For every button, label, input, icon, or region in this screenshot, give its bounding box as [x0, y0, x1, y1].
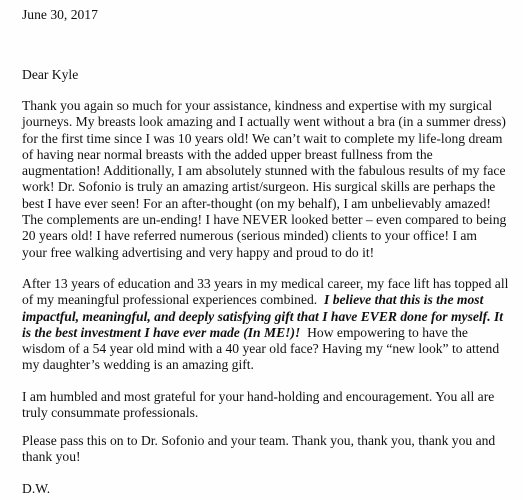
- paragraph-line: your free walking advertising and very happy and proud to do it!: [22, 244, 375, 260]
- paragraph-line: journeys. My breasts look amazing and I actually went without a bra (in a summer dress): [22, 114, 506, 130]
- paragraph-thanks: [22, 98, 522, 261]
- paragraph-line: After 13 years of education and 33 years in my medical career, my face lift has topped all: [22, 276, 509, 291]
- emphasis-text: is the best investment I have ever made (In ME!)!: [22, 324, 301, 340]
- paragraph-line: [22, 325, 522, 341]
- paragraph-line: my daughter’s wedding is an amazing gift.: [22, 357, 254, 373]
- paragraph-line: truly consummate professionals.: [22, 405, 199, 421]
- paragraph-line: of having near normal breasts with the added upper breast fullness from the: [22, 146, 433, 162]
- emphasis-text: I believe that this is the most: [324, 292, 484, 308]
- paragraph-career: [22, 276, 522, 374]
- letter-date: June 30, 2017: [22, 7, 98, 22]
- salutation: Dear Kyle: [22, 67, 79, 82]
- paragraph-line: augmentation! Additionally, I am absolutely stunned with the fabulous results of my face: [22, 163, 506, 179]
- paragraph-line: work! Dr. Sofonio is truly an amazing artist/surgeon. His surgical skills are perhaps the: [22, 179, 496, 195]
- paragraph-line: [22, 292, 522, 308]
- paragraph-line: I am humbled and most grateful for your hand-holding and encouragement. You all are: [22, 389, 495, 404]
- plain-text: of my meaningful professional experiences combined.: [22, 292, 324, 308]
- plain-text: How empowering to have the: [300, 324, 468, 340]
- paragraph-line: best I have ever seen! For an after-thought (on my behalf), I am unbelievably amazed!: [22, 195, 491, 211]
- paragraph-closing: [22, 433, 522, 466]
- paragraph-line: Thank you again so much for your assistance, kindness and expertise with my surgical: [22, 98, 493, 113]
- emphasis-line: impactful, meaningful, and deeply satisfying gift that I have EVER done for myself. It: [22, 308, 504, 324]
- paragraph-line: thank you!: [22, 449, 81, 465]
- paragraph-gratitude: [22, 389, 522, 422]
- paragraph-line: 20 years old! I have referred numerous (serious minded) clients to your office! I am: [22, 228, 477, 244]
- paragraph-line: for the first time since I was 10 years old! We can’t wait to complete my life-long dream: [22, 130, 503, 146]
- paragraph-line: The complements are un-ending! I have NEVER looked better – even compared to being: [22, 212, 507, 228]
- paragraph-line: Please pass this on to Dr. Sofonio and your team. Thank you, thank you, thank you and: [22, 433, 496, 448]
- signature-initials: D.W.: [22, 481, 51, 496]
- paragraph-line: wisdom of a 54 year old mind with a 40 year old face? Having my “new look” to attend: [22, 341, 500, 357]
